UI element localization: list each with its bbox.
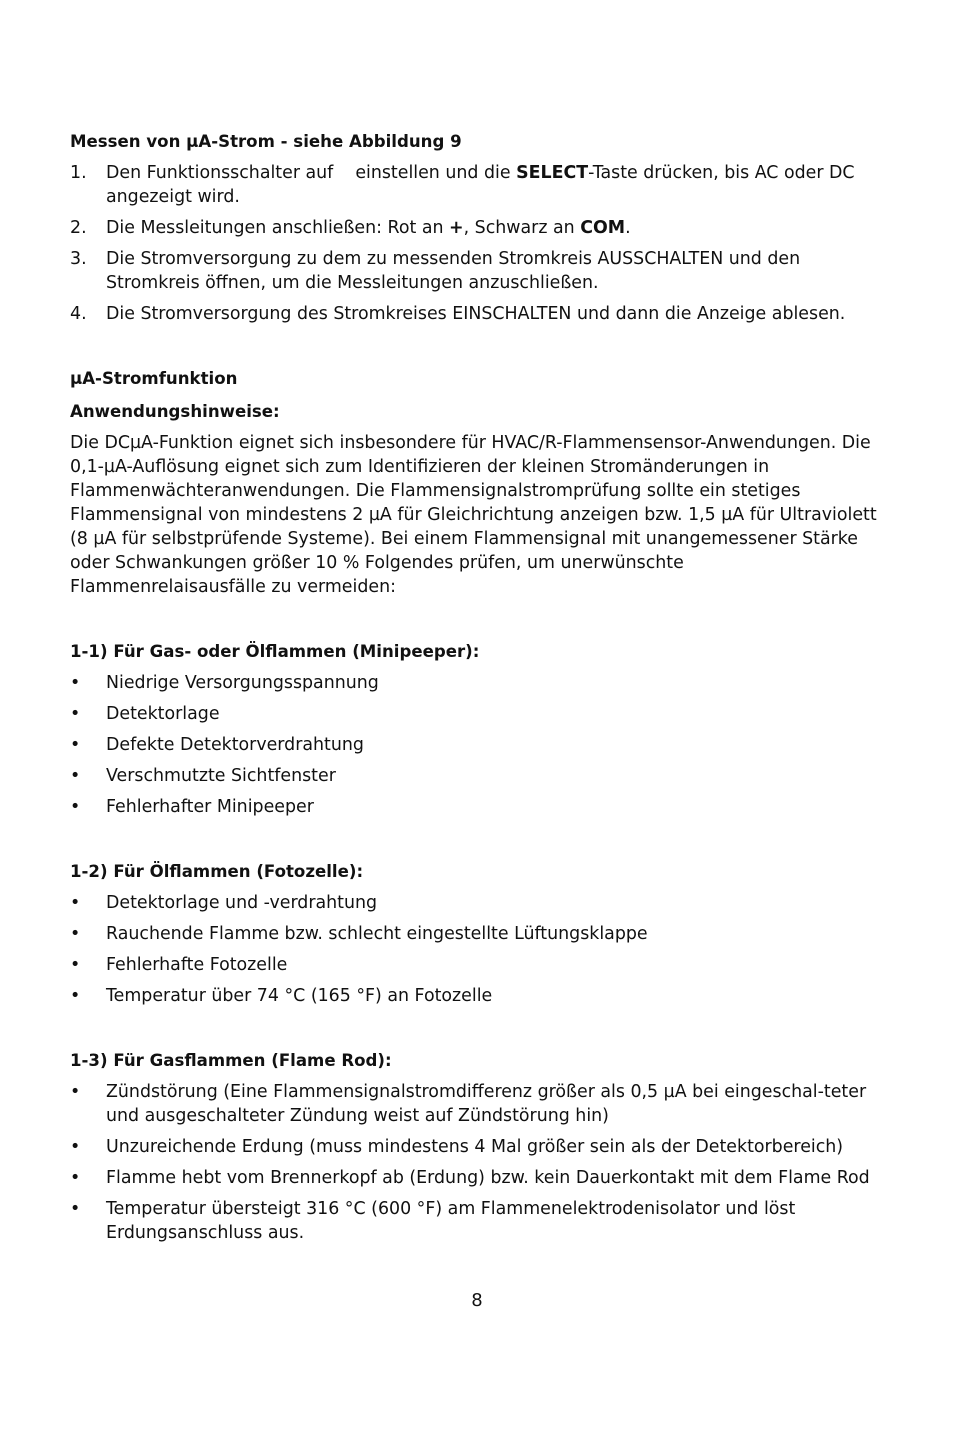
step-number: 3. <box>70 249 87 269</box>
list-item: • Temperatur übersteigt 316 °C (600 °F) am Flammenelektrodenisolator und löst Erdungsanschluss aus. <box>70 1199 796 1243</box>
step-text: Die Messleitungen anschließen: Rot an +, Schwarz an COM. <box>106 218 631 238</box>
com-terminal-label: COM <box>580 218 626 238</box>
step-text: Den Funktionsschalter auf einstellen und die SELECT-Taste drücken, bis AC oder DC angezeigt wird. <box>106 163 855 207</box>
bullet-mark: • <box>70 1199 81 1219</box>
section-heading-gas-oil: 1-1) Für Gas- oder Ölflammen (Minipeeper): <box>70 642 480 661</box>
list-item: • Defekte Detektorverdrahtung <box>70 735 364 755</box>
plus-terminal-label: + <box>449 218 464 238</box>
step-item <box>70 247 880 295</box>
bullet-mark: • <box>70 797 81 817</box>
list-item: • Niedrige Versorgungsspannung <box>70 673 379 693</box>
step-number: 2. <box>70 218 87 238</box>
bullet-mark: • <box>70 924 81 944</box>
bullet-mark: • <box>70 893 81 913</box>
list-item: • Unzureichende Erdung (muss mindestens 4 Mal größer sein als der Detektorbereich) <box>70 1137 844 1157</box>
bullet-mark: • <box>70 1168 81 1188</box>
step-item <box>70 161 880 209</box>
bullet-mark: • <box>70 735 81 755</box>
list-item: • Fehlerhafter Minipeeper <box>70 797 314 817</box>
application-notes-paragraph: Die DCµA-Funktion eignet sich insbesondere für HVAC/R-Flammensensor-Anwendungen. Die 0,1-µA-Auflösung eignet sich zum Identifizieren der kleinen Stromänderungen in Flammenwächteranwendungen. Die Flammensignalstromprüfung sollte ein stetiges Flammensignal von mindestens 2 µA für Gleichrichtung anzeigen bzw. 1,5 µA für Ultraviolett (8 µA für selbstprüfende Systeme). Bei einem Flammensignal mit unangemessener Stärke oder Schwankungen größer 10 % Folgendes prüfen, um unerwünschte Flammenrelaisausfälle zu vermeiden: <box>70 433 877 597</box>
list-item: • Zündstörung (Eine Flammensignalstromdifferenz größer als 0,5 µA bei eingeschal-teter und ausgeschalteter Zündung weist auf Zündstörung hin) <box>70 1082 867 1126</box>
bullet-mark: • <box>70 955 81 975</box>
section-heading-measuring: Messen von µA-Strom - siehe Abbildung 9 <box>70 132 462 151</box>
list-item: • Flamme hebt vom Brennerkopf ab (Erdung) bzw. kein Dauerkontakt mit dem Flame Rod <box>70 1168 870 1188</box>
list-item: • Temperatur über 74 °C (165 °F) an Fotozelle <box>70 986 493 1006</box>
document-page <box>70 130 880 1245</box>
bullet-mark: • <box>70 1082 81 1102</box>
bullet-mark: • <box>70 766 81 786</box>
section-heading-gas-flame-rod: 1-3) Für Gasflammen (Flame Rod): <box>70 1051 392 1070</box>
list-item: • Fehlerhafte Fotozelle <box>70 955 288 975</box>
step-text: Die Stromversorgung des Stromkreises EINSCHALTEN und dann die Anzeige ablesen. <box>106 304 846 324</box>
step-text: Die Stromversorgung zu dem zu messenden Stromkreis AUSSCHALTEN und den Stromkreis öffnen, um die Messleitungen anzuschließen. <box>106 249 801 293</box>
list-item: • Detektorlage und -verdrahtung <box>70 893 378 913</box>
bullet-list-gas-flame-rod <box>70 1080 880 1245</box>
steps-list <box>70 161 880 326</box>
section-heading-oil-photocell: 1-2) Für Ölflammen (Fotozelle): <box>70 862 364 881</box>
section-subheading-notes: Anwendungshinweise: <box>70 402 280 421</box>
bullet-mark: • <box>70 673 81 693</box>
bullet-mark: • <box>70 986 81 1006</box>
page-number: 8 <box>471 1290 483 1311</box>
list-item: • Verschmutzte Sichtfenster <box>70 766 336 786</box>
step-item <box>70 302 880 326</box>
section-heading-function: µA-Stromfunktion <box>70 369 238 388</box>
select-key-label: SELECT <box>516 163 589 183</box>
list-item: • Detektorlage <box>70 704 220 724</box>
bullet-mark: • <box>70 1137 81 1157</box>
bullet-list-gas-oil <box>70 671 880 819</box>
list-item: • Rauchende Flamme bzw. schlecht eingestellte Lüftungsklappe <box>70 924 648 944</box>
step-number: 4. <box>70 304 87 324</box>
bullet-list-oil-photocell <box>70 891 880 1008</box>
step-number: 1. <box>70 163 87 183</box>
step-item <box>70 216 880 240</box>
bullet-mark: • <box>70 704 81 724</box>
